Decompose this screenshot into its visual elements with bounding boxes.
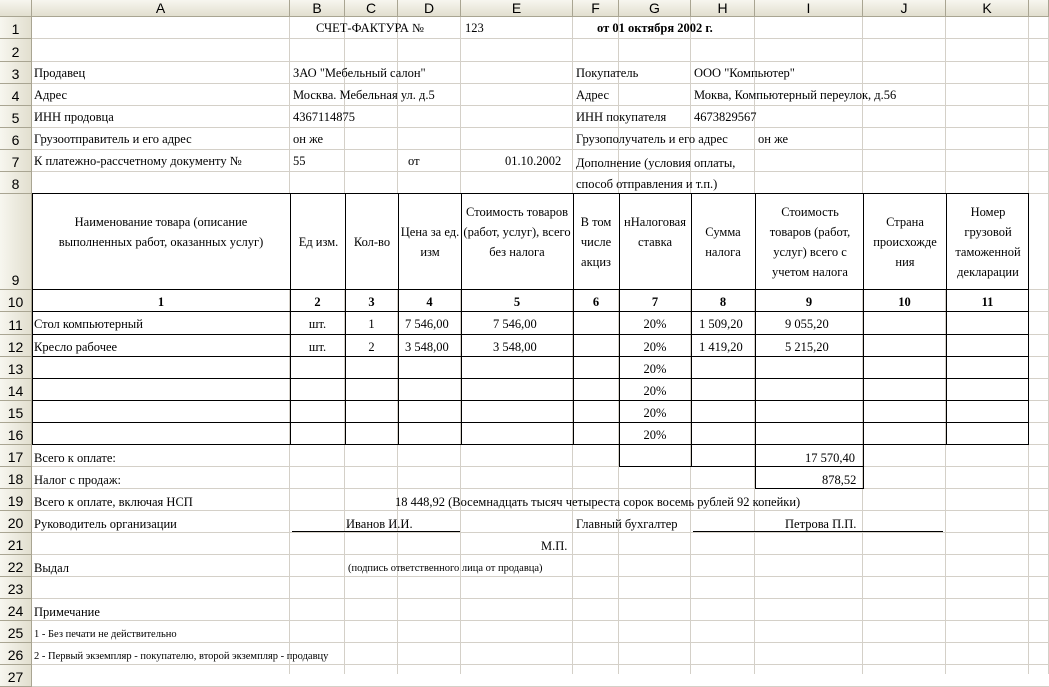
column-header-b[interactable]: B [290, 0, 345, 17]
table-border-line [292, 531, 460, 532]
header-declaration[interactable]: Номер грузовой таможенной декларации [955, 205, 1021, 279]
table-border-line [461, 193, 462, 445]
row-header-15[interactable]: 15 [0, 401, 32, 423]
header-country[interactable]: Страна происхожде ния [873, 215, 937, 269]
header-tax-sum[interactable]: Сумма налога [705, 225, 741, 259]
row-header-10[interactable]: 10 [0, 290, 32, 312]
item-rate[interactable]: 20% [643, 384, 667, 398]
table-border-line [32, 444, 1029, 445]
invoice-number[interactable]: 123 [465, 21, 484, 35]
column-header-g[interactable]: G [619, 0, 691, 17]
note-2[interactable]: 2 - Первый экземпляр - покупателю, второй экземпляр - продавцу [34, 651, 329, 662]
gridline-horizontal [32, 83, 1049, 84]
select-all-corner[interactable] [0, 0, 32, 17]
header-qty[interactable]: Кол-во [353, 235, 391, 249]
gridline-horizontal [32, 510, 1049, 511]
gridline-horizontal [32, 466, 1049, 467]
column-number-3[interactable]: 3 [368, 295, 375, 309]
row-header-12[interactable]: 12 [0, 335, 32, 357]
item-price[interactable]: 7 546,00 [405, 317, 449, 331]
gridline-horizontal [32, 554, 1049, 555]
column-header-f[interactable]: F [573, 0, 619, 17]
item-unit[interactable]: шт. [308, 340, 327, 354]
sales-tax-label[interactable]: Налог с продаж: [34, 473, 121, 487]
column-number-8[interactable]: 8 [719, 295, 727, 309]
item-rate[interactable]: 20% [643, 340, 667, 354]
header-total[interactable]: Стоимость товаров (работ, услуг) всего с учетом налога [769, 205, 851, 279]
gridline-horizontal [32, 576, 1049, 577]
consignee-value[interactable]: он же [758, 132, 789, 146]
stamp-label[interactable]: М.П. [541, 539, 568, 553]
buyer-address-value[interactable]: Моква, Компьютерный переулок, д.56 [694, 88, 897, 102]
table-border-line [32, 193, 1029, 194]
issued-label[interactable]: Выдал [34, 561, 69, 575]
item-total[interactable]: 5 215,20 [785, 340, 829, 354]
item-price[interactable]: 3 548,00 [405, 340, 449, 354]
invoice-title[interactable]: СЧЕТ-ФАКТУРА № [316, 21, 424, 35]
table-border-line [1028, 193, 1029, 445]
row-header-1[interactable]: 1 [0, 17, 32, 39]
accountant-name[interactable]: Петрова П.П. [785, 517, 857, 531]
gridline-horizontal [32, 105, 1049, 106]
table-border-line [32, 289, 1029, 290]
table-border-line [32, 422, 1029, 423]
header-product-name[interactable]: Наименование товара (описание выполненных работ, оказанных услуг) [58, 215, 264, 249]
gridline-horizontal [32, 127, 1049, 128]
consignee-label[interactable]: Грузополучатель и его адрес [576, 132, 728, 146]
notes-title[interactable]: Примечание [34, 605, 100, 619]
column-header-a[interactable]: A [32, 0, 290, 17]
header-price[interactable]: Цена за ед. изм [400, 225, 460, 259]
gridline-horizontal [32, 598, 1049, 599]
gridline-horizontal [32, 61, 1049, 62]
seller-inn-value[interactable]: 4367114875 [293, 110, 356, 124]
row-header-18[interactable]: 18 [0, 467, 32, 489]
column-number-7[interactable]: 7 [651, 295, 659, 309]
table-border-line [619, 444, 620, 467]
shipper-value[interactable]: он же [293, 132, 324, 146]
director-label[interactable]: Руководитель организации [34, 517, 177, 531]
column-header-d[interactable]: D [398, 0, 461, 17]
row-header-2[interactable]: 2 [0, 39, 32, 62]
item-rate[interactable]: 20% [643, 428, 667, 442]
buyer-label[interactable]: Покупатель [576, 66, 639, 80]
item-qty[interactable]: 2 [368, 340, 375, 354]
row-header-22[interactable]: 22 [0, 555, 32, 577]
gridline-horizontal [32, 620, 1049, 621]
seller-label[interactable]: Продавец [34, 66, 86, 80]
buyer-address-label[interactable]: Адрес [576, 88, 610, 102]
row-header-20[interactable]: 20 [0, 511, 32, 533]
gridline-horizontal [32, 38, 1049, 39]
row-header-17[interactable]: 17 [0, 445, 32, 467]
table-border-line [32, 378, 1029, 379]
column-header-blank [1029, 0, 1049, 17]
buyer-inn-label[interactable]: ИНН покупателя [576, 110, 667, 124]
note-1[interactable]: 1 - Без печати не действительно [34, 629, 177, 640]
column-header-k[interactable]: K [946, 0, 1029, 17]
row-header-23[interactable]: 23 [0, 577, 32, 599]
row-header-14[interactable]: 14 [0, 379, 32, 401]
table-border-line [32, 193, 33, 445]
column-number-10[interactable]: 10 [898, 295, 911, 309]
row-header-6[interactable]: 6 [0, 128, 32, 150]
column-header-h[interactable]: H [691, 0, 755, 17]
row-header-27[interactable]: 27 [0, 665, 32, 687]
item-cost[interactable]: 3 548,00 [493, 340, 537, 354]
total-nsp-value[interactable]: 18 448,92 (Восемнадцать тысяч четыреста сорок восемь рублей 92 копейки) [395, 495, 801, 509]
payment-doc-number[interactable]: 55 [293, 154, 306, 168]
table-border-line [32, 334, 1029, 335]
column-header-e[interactable]: E [461, 0, 573, 17]
invoice-date[interactable]: от 01 октября 2002 г. [597, 21, 713, 35]
issued-note[interactable]: (подпись ответственного лица от продавца) [348, 563, 543, 574]
row-header-5[interactable]: 5 [0, 106, 32, 128]
column-header-i[interactable]: I [755, 0, 863, 17]
table-border-line [863, 444, 864, 489]
header-unit[interactable]: Ед изм. [298, 235, 339, 249]
seller-inn-label[interactable]: ИНН продовца [34, 110, 114, 124]
total-pay-label[interactable]: Всего к оплате: [34, 451, 116, 465]
table-border-line [693, 531, 943, 532]
director-name[interactable]: Иванов И.И. [346, 517, 413, 531]
column-header-j[interactable]: J [863, 0, 946, 17]
table-border-line [691, 193, 692, 445]
row-header-3[interactable]: 3 [0, 62, 32, 84]
row-header-13[interactable]: 13 [0, 357, 32, 379]
row-header-26[interactable]: 26 [0, 643, 32, 665]
column-number-5[interactable]: 5 [513, 295, 521, 309]
addition-line2[interactable]: способ отправления и т.п.) [576, 177, 718, 191]
addition-line1[interactable]: Дополнение (условия оплаты, [576, 156, 736, 170]
table-border-line [398, 193, 399, 445]
column-number-6[interactable]: 6 [592, 295, 600, 309]
gridline-horizontal [32, 664, 1049, 665]
accountant-label[interactable]: Главный бухгалтер [576, 517, 678, 531]
row-header-24[interactable]: 24 [0, 599, 32, 621]
buyer-value[interactable]: ООО "Компьютер" [694, 66, 795, 80]
row-header-21[interactable]: 21 [0, 533, 32, 555]
row-header-4[interactable]: 4 [0, 84, 32, 106]
table-border-line [32, 311, 1029, 312]
item-name[interactable]: Кресло рабочее [34, 340, 118, 354]
row-header-25[interactable]: 25 [0, 621, 32, 643]
table-border-line [32, 356, 1029, 357]
column-number-2[interactable]: 2 [314, 295, 321, 309]
item-unit[interactable]: шт. [308, 317, 327, 331]
item-tax[interactable]: 1 509,20 [699, 317, 743, 331]
item-qty[interactable]: 1 [368, 317, 375, 331]
row-header-19[interactable]: 19 [0, 489, 32, 511]
table-border-line [691, 444, 692, 467]
table-border-line [32, 400, 1029, 401]
buyer-inn-value[interactable]: 4673829567 [694, 110, 757, 124]
seller-address-label[interactable]: Адрес [34, 88, 68, 102]
table-border-line [863, 193, 864, 445]
column-number-1[interactable]: 1 [157, 295, 165, 309]
gridline-horizontal [32, 532, 1049, 533]
item-rate[interactable]: 20% [643, 406, 667, 420]
seller-value[interactable]: ЗАО "Мебельный салон" [293, 66, 426, 80]
gridline-horizontal [32, 488, 1049, 489]
column-header-c[interactable]: C [345, 0, 398, 17]
seller-address-value[interactable]: Москва. Мебельная ул. д.5 [293, 88, 435, 102]
header-cost[interactable]: Стоимость товаров (работ, услуг), всего без налога [463, 205, 571, 259]
item-name[interactable]: Стол компьютерный [34, 317, 143, 331]
column-number-11[interactable]: 11 [981, 295, 994, 309]
payment-doc-label[interactable]: К платежно-рассчетному документу № [34, 154, 242, 168]
column-number-9[interactable]: 9 [805, 295, 813, 309]
table-border-line [755, 488, 863, 489]
item-cost[interactable]: 7 546,00 [493, 317, 537, 331]
table-border-line [946, 193, 947, 445]
table-border-line [619, 466, 863, 467]
header-tax-rate[interactable]: нНалоговая ставка [624, 215, 686, 249]
payment-doc-date[interactable]: 01.10.2002 [505, 154, 562, 168]
total-nsp-label[interactable]: Всего к оплате, включая НСП [34, 495, 193, 509]
table-border-line [755, 193, 756, 445]
item-tax[interactable]: 1 419,20 [699, 340, 743, 354]
item-rate[interactable]: 20% [643, 362, 667, 376]
header-excise[interactable]: В том числе акциз [580, 215, 612, 269]
row-header-7[interactable]: 7 [0, 150, 32, 172]
row-header-8[interactable]: 8 [0, 172, 32, 194]
row-header-9[interactable]: 9 [0, 194, 32, 290]
gridline-horizontal [32, 642, 1049, 643]
sales-tax-value[interactable]: 878,52 [822, 473, 857, 487]
row-header-16[interactable]: 16 [0, 423, 32, 445]
gridline-horizontal [32, 149, 1049, 150]
item-rate[interactable]: 20% [643, 317, 667, 331]
item-total[interactable]: 9 055,20 [785, 317, 829, 331]
column-number-4[interactable]: 4 [426, 295, 433, 309]
total-pay-value[interactable]: 17 570,40 [805, 451, 855, 465]
shipper-label[interactable]: Грузоотправитель и его адрес [34, 132, 192, 146]
row-header-11[interactable]: 11 [0, 312, 32, 335]
payment-doc-from[interactable]: от [408, 154, 420, 168]
gridline-horizontal [32, 171, 1049, 172]
